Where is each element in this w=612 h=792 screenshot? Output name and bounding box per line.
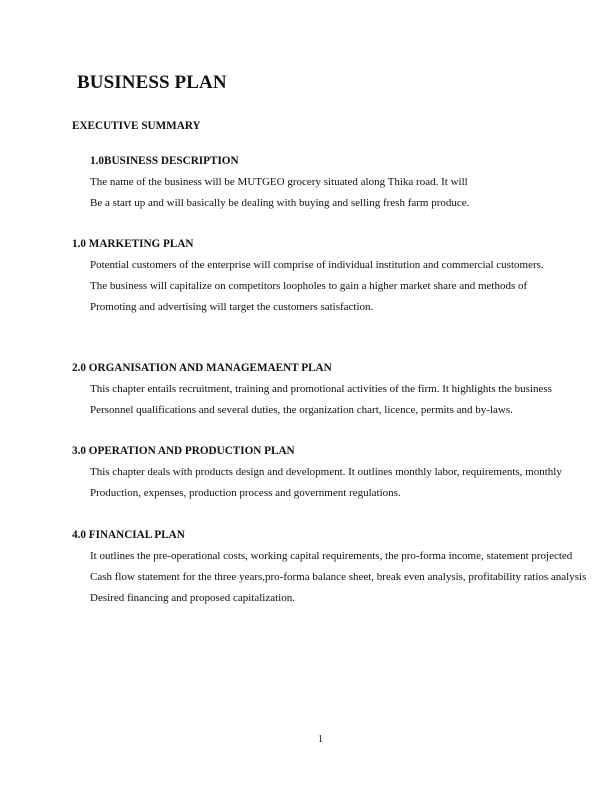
section-line: Promoting and advertising will target the customers satisfaction. bbox=[90, 301, 374, 313]
page-number: 1 bbox=[318, 734, 323, 745]
section-heading: 2.0 ORGANISATION AND MANAGEMAENT PLAN bbox=[72, 362, 332, 374]
section-line: This chapter deals with products design and development. It outlines monthly labor, requirements, monthly bbox=[90, 466, 562, 478]
section-heading: 1.0 MARKETING PLAN bbox=[72, 238, 194, 250]
section-line: Potential customers of the enterprise will comprise of individual institution and commercial customers. bbox=[90, 259, 544, 271]
section-heading: 4.0 FINANCIAL PLAN bbox=[72, 529, 185, 541]
section-line: Cash flow statement for the three years,pro-forma balance sheet, break even analysis, profitability ratios analysis bbox=[90, 571, 587, 583]
section-line: Be a start up and will basically be dealing with buying and selling fresh farm produce. bbox=[90, 197, 470, 209]
section-line: This chapter entails recruitment, training and promotional activities of the firm. It highlights the business bbox=[90, 383, 552, 395]
executive-summary-heading: EXECUTIVE SUMMARY bbox=[72, 120, 201, 132]
document-title: BUSINESS PLAN bbox=[77, 72, 227, 93]
section-line: The name of the business will be MUTGEO grocery situated along Thika road. It will bbox=[90, 176, 468, 188]
section-heading: 3.0 OPERATION AND PRODUCTION PLAN bbox=[72, 445, 295, 457]
section-line: The business will capitalize on competitors loopholes to gain a higher market share and methods of bbox=[90, 280, 528, 292]
section-line: Personnel qualifications and several duties, the organization chart, licence, permits and by-laws. bbox=[90, 404, 513, 416]
section-heading: 1.0BUSINESS DESCRIPTION bbox=[90, 155, 239, 167]
section-line: Desired financing and proposed capitalization. bbox=[90, 592, 295, 604]
section-line: Production, expenses, production process and government regulations. bbox=[90, 487, 401, 499]
section-line: It outlines the pre-operational costs, working capital requirements, the pro-forma income, statement projected bbox=[90, 550, 573, 562]
